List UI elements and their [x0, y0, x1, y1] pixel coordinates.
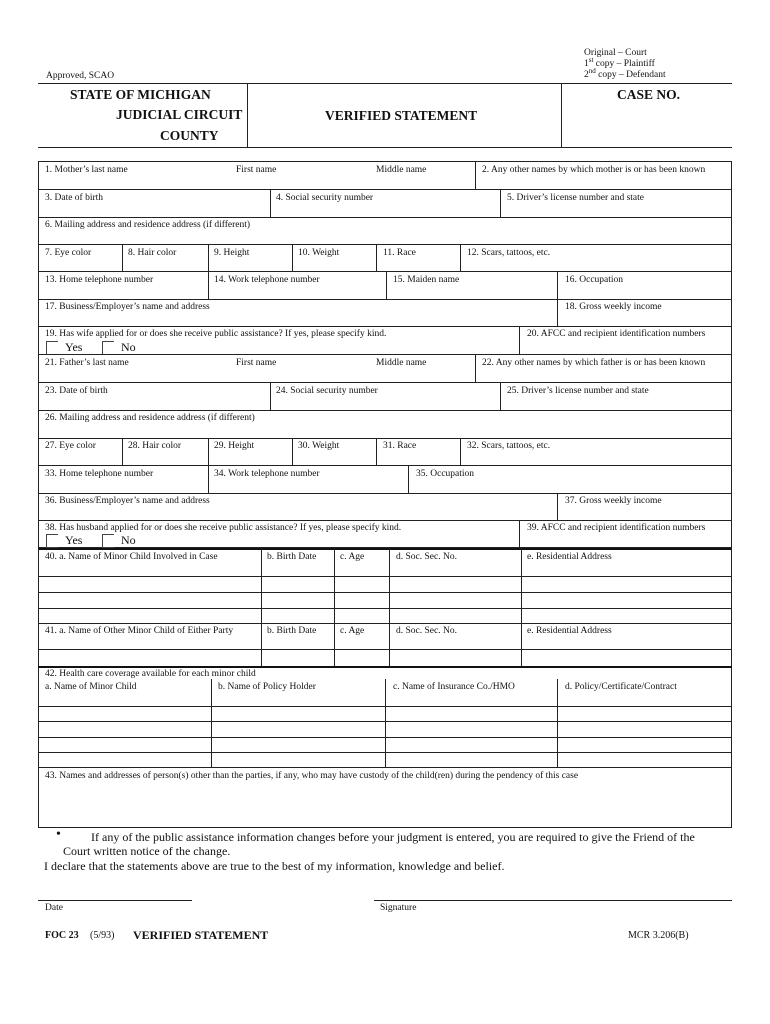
minor-child-ssn-header: d. Soc. Sec. No.: [396, 552, 457, 562]
father-employer-label: 36. Business/Employer’s name and address: [45, 496, 210, 506]
minor-child-name-header: 40. a. Name of Minor Child Involved in Case: [45, 552, 218, 562]
copy-distribution: [584, 48, 666, 81]
signature-field[interactable]: [374, 880, 732, 900]
county-title: COUNTY: [160, 128, 219, 143]
mother-height-label: 9. Height: [214, 248, 250, 258]
form-title: VERIFIED STATEMENT: [325, 108, 478, 123]
other-child-age-header: c. Age: [340, 626, 365, 636]
minor-child-birth-header: b. Birth Date: [267, 552, 317, 562]
father-work-phone-label: 34. Work telephone number: [214, 469, 320, 479]
mother-race-label: 11. Race: [383, 248, 416, 258]
father-hair-color-label: 28. Hair color: [128, 441, 182, 451]
minor-child-address-header: e. Residential Address: [527, 552, 612, 562]
father-home-phone-label: 33. Home telephone number: [45, 469, 154, 479]
date-field[interactable]: [38, 880, 192, 900]
copy-first: 1st copy – Plaintiff: [584, 55, 655, 69]
father-dob-label: 23. Date of birth: [45, 386, 108, 396]
health-policy-holder-header: b. Name of Policy Holder: [218, 682, 316, 692]
mother-work-phone-label: 14. Work telephone number: [214, 275, 320, 285]
father-other-names-label: 22. Any other names by which father is or has been known: [482, 358, 706, 368]
father-income-label: 37. Gross weekly income: [565, 496, 662, 506]
signature-label: Signature: [380, 903, 417, 913]
case-number-field[interactable]: [562, 100, 731, 146]
court-rule: MCR 3.206(B): [628, 930, 689, 941]
other-child-birth-header: b. Birth Date: [267, 626, 317, 636]
copy-second: 2nd copy – Defendant: [584, 66, 666, 80]
mother-weight-label: 10. Weight: [298, 248, 340, 258]
father-address-label: 26. Mailing address and residence address (if different): [45, 413, 255, 423]
copy-original: Original – Court: [584, 48, 647, 58]
notice-line-2: Court written notice of the change.: [63, 844, 231, 858]
father-race-label: 31. Race: [383, 441, 417, 451]
wife-assistance-yes-label: Yes: [65, 340, 83, 354]
mother-middle-name-label: Middle name: [376, 165, 427, 175]
father-first-name-label: First name: [236, 358, 277, 368]
husband-assistance-no-label: No: [121, 533, 136, 547]
mother-occupation-label: 16. Occupation: [565, 275, 624, 285]
mother-employer-label: 17. Business/Employer’s name and address: [45, 302, 210, 312]
father-license-label: 25. Driver’s license number and state: [507, 386, 649, 396]
other-child-name-header: 41. a. Name of Other Minor Child of Either Party: [45, 626, 234, 636]
other-child-address-header: e. Residential Address: [527, 626, 612, 636]
mother-license-label: 5. Driver’s license number and state: [507, 193, 645, 203]
case-number-label: CASE NO.: [617, 87, 681, 102]
health-child-name-header: a. Name of Minor Child: [45, 682, 137, 692]
father-middle-name-label: Middle name: [376, 358, 427, 368]
father-afcc-label: 39. AFCC and recipient identification numbers: [527, 523, 706, 533]
father-height-label: 29. Height: [214, 441, 255, 451]
notice-line-1: If any of the public assistance information changes before your judgment is entered, you are required to give the Friend of the: [91, 830, 695, 844]
father-scars-label: 32. Scars, tattoos, etc.: [467, 441, 551, 451]
wife-assistance-no-checkbox[interactable]: [102, 341, 114, 355]
bullet-icon: •: [56, 827, 61, 842]
mother-first-name-label: First name: [236, 165, 277, 175]
mother-ssn-label: 4. Social security number: [276, 193, 374, 203]
approved-scao: Approved, SCAO: [46, 71, 115, 81]
footer-title: VERIFIED STATEMENT: [133, 928, 269, 942]
husband-assistance-yes-label: Yes: [65, 533, 83, 547]
mother-maiden-name-label: 15. Maiden name: [393, 275, 460, 285]
other-child-ssn-header: d. Soc. Sec. No.: [396, 626, 457, 636]
father-weight-label: 30. Weight: [298, 441, 340, 451]
husband-assistance-no-checkbox[interactable]: [102, 534, 114, 548]
father-ssn-label: 24. Social security number: [276, 386, 378, 396]
mother-last-name-label: 1. Mother’s last name: [45, 165, 128, 175]
form-revision: (5/93): [90, 930, 115, 941]
state-title: STATE OF MICHIGAN: [70, 87, 211, 102]
mother-hair-color-label: 8. Hair color: [128, 248, 177, 258]
mother-eye-color-label: 7. Eye color: [45, 248, 92, 258]
father-last-name-label: 21. Father’s last name: [45, 358, 129, 368]
date-label: Date: [45, 903, 63, 913]
custody-persons-field[interactable]: [39, 784, 731, 827]
father-occupation-label: 35. Occupation: [416, 469, 475, 479]
health-coverage-label: 42. Health care coverage available for each minor child: [45, 669, 256, 679]
husband-assistance-question: 38. Has husband applied for or does she receive public assistance? If yes, please specify kind.: [45, 523, 402, 533]
wife-assistance-no-label: No: [121, 340, 136, 354]
wife-assistance-yes-checkbox[interactable]: [46, 341, 58, 355]
minor-child-age-header: c. Age: [340, 552, 365, 562]
mother-scars-label: 12. Scars, tattoos, etc.: [467, 248, 551, 258]
mother-income-label: 18. Gross weekly income: [565, 302, 662, 312]
wife-assistance-question: 19. Has wife applied for or does she receive public assistance? If yes, please specify kind.: [45, 329, 387, 339]
mother-address-label: 6. Mailing address and residence address (if different): [45, 220, 251, 230]
form-number: FOC 23: [45, 930, 79, 941]
health-insurer-header: c. Name of Insurance Co./HMO: [393, 682, 515, 692]
declaration-text: I declare that the statements above are true to the best of my information, knowledge and belief.: [44, 859, 505, 873]
mother-home-phone-label: 13. Home telephone number: [45, 275, 154, 285]
health-policy-number-header: d. Policy/Certificate/Contract: [565, 682, 677, 692]
mother-afcc-label: 20. AFCC and recipient identification numbers: [527, 329, 706, 339]
circuit-title: JUDICIAL CIRCUIT: [116, 107, 243, 122]
mother-dob-label: 3. Date of birth: [45, 193, 104, 203]
mother-other-names-label: 2. Any other names by which mother is or has been known: [482, 165, 706, 175]
father-eye-color-label: 27. Eye color: [45, 441, 96, 451]
custody-persons-label: 43. Names and addresses of person(s) other than the parties, if any, who may have custody of the child(ren) during the pendency of this case: [45, 771, 579, 781]
husband-assistance-yes-checkbox[interactable]: [46, 534, 58, 548]
